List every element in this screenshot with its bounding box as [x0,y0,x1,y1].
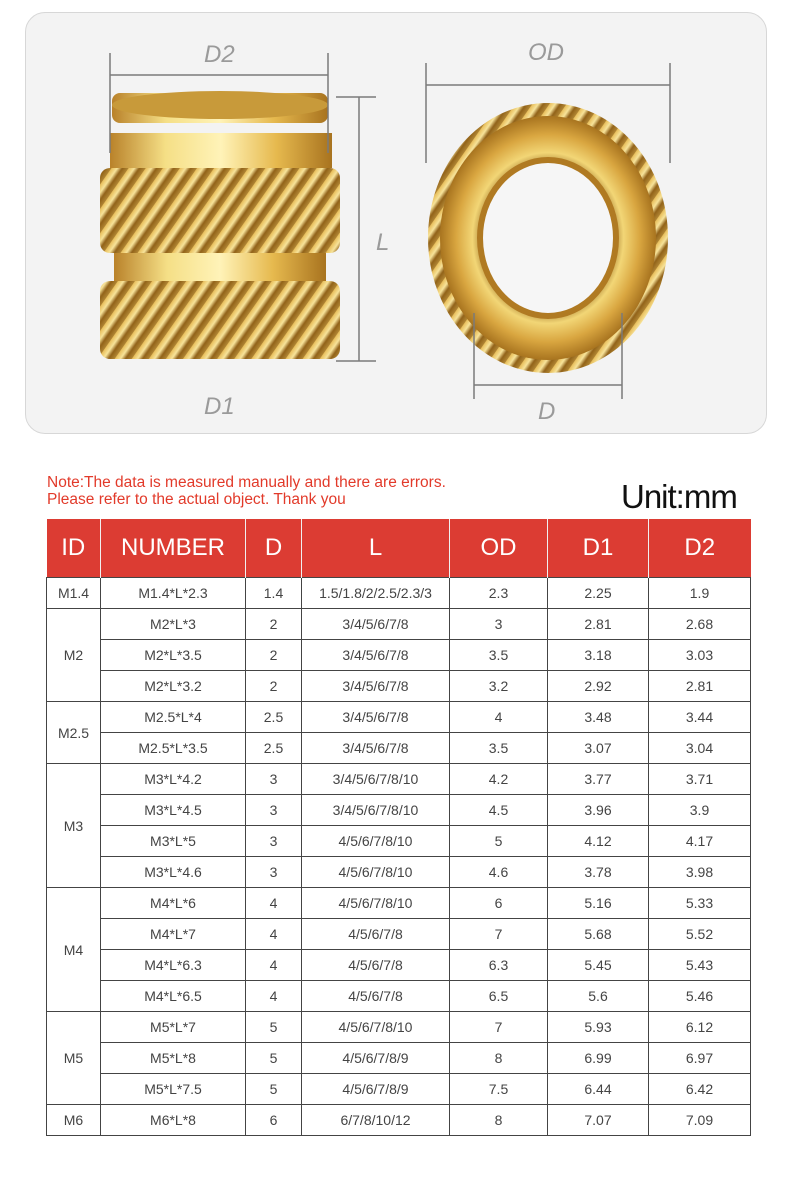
table-cell: 3/4/5/6/7/8 [302,609,450,640]
table-cell: M6*L*8 [101,1105,246,1136]
table-cell: 3.5 [450,640,548,671]
table-cell: 6.3 [450,950,548,981]
table-cell: 3.44 [649,702,751,733]
dimension-label-d1: D1 [204,393,235,420]
table-cell: 3.03 [649,640,751,671]
dimension-label-od: OD [528,39,564,66]
table-cell: 3.96 [548,795,649,826]
table-cell: 4/5/6/7/8 [302,981,450,1012]
table-cell: 3.78 [548,857,649,888]
table-cell: 8 [450,1105,548,1136]
unit-label: Unit:mm [621,478,737,515]
table-cell: 5.6 [548,981,649,1012]
table-cell: 2.92 [548,671,649,702]
table-row [47,888,751,919]
table-cell: 3.71 [649,764,751,795]
id-cell: M6 [47,1105,101,1136]
table-cell: 6.12 [649,1012,751,1043]
column-header: D1 [548,519,649,578]
table-cell: 3 [246,826,302,857]
table-cell: 2.68 [649,609,751,640]
table-row [47,733,751,764]
table-cell: 3/4/5/6/7/8/10 [302,764,450,795]
spec-table [46,519,751,1136]
dimension-label-d: D [538,398,556,425]
table-cell: 1.9 [649,578,751,609]
table-cell: M5*L*7 [101,1012,246,1043]
table-cell: 4/5/6/7/8/10 [302,888,450,919]
table-cell: 7.5 [450,1074,548,1105]
table-cell: 3.2 [450,671,548,702]
table-cell: 4 [246,981,302,1012]
column-header: L [302,519,450,578]
table-cell: M4*L*6.5 [101,981,246,1012]
table-cell: 1.4 [246,578,302,609]
note-line-1: Note:The data is measured manually and there are errors. [47,474,446,491]
table-cell: 6 [246,1105,302,1136]
table-cell: 4/5/6/7/8/10 [302,857,450,888]
table-cell: 3.04 [649,733,751,764]
table-cell: M5*L*7.5 [101,1074,246,1105]
measurement-note [47,474,446,508]
table-cell: 4/5/6/7/8/9 [302,1043,450,1074]
table-cell: 3.5 [450,733,548,764]
table-cell: 5.45 [548,950,649,981]
table-row [47,950,751,981]
table-row [47,1105,751,1136]
table-cell: 5.46 [649,981,751,1012]
id-cell: M3 [47,764,101,888]
table-cell: 2 [246,671,302,702]
table-cell: 3.18 [548,640,649,671]
table-cell: M2*L*3 [101,609,246,640]
table-cell: 2.81 [649,671,751,702]
table-cell: 3 [450,609,548,640]
table-cell: 3 [246,795,302,826]
table-row [47,1012,751,1043]
table-cell: M2.5*L*3.5 [101,733,246,764]
table-row [47,981,751,1012]
dimension-label-d2: D2 [204,41,235,68]
table-cell: 5 [450,826,548,857]
table-row [47,578,751,609]
table-cell: M3*L*4.6 [101,857,246,888]
table-cell: 2.25 [548,578,649,609]
table-cell: 3/4/5/6/7/8 [302,640,450,671]
table-cell: 4.2 [450,764,548,795]
table-cell: 2 [246,640,302,671]
side-view-insert [100,91,340,359]
id-cell: M4 [47,888,101,1012]
table-cell: 3.98 [649,857,751,888]
table-cell: 4.12 [548,826,649,857]
table-cell: 5.68 [548,919,649,950]
table-cell: 5.52 [649,919,751,950]
table-cell: 3.77 [548,764,649,795]
column-header: ID [47,519,101,578]
table-cell: 4/5/6/7/8 [302,919,450,950]
table-row [47,1074,751,1105]
table-cell: 3/4/5/6/7/8 [302,702,450,733]
table-cell: 4/5/6/7/8/10 [302,826,450,857]
table-cell: 7.07 [548,1105,649,1136]
table-cell: M3*L*4.5 [101,795,246,826]
table-cell: 6/7/8/10/12 [302,1105,450,1136]
table-cell: 5.33 [649,888,751,919]
id-cell: M2 [47,609,101,702]
table-cell: 4 [246,919,302,950]
table-cell: 6.97 [649,1043,751,1074]
table-row [47,1043,751,1074]
table-cell: M4*L*7 [101,919,246,950]
table-cell: 4.6 [450,857,548,888]
table-cell: 5.16 [548,888,649,919]
table-cell: 6.42 [649,1074,751,1105]
table-cell: 3 [246,857,302,888]
table-cell: 3/4/5/6/7/8 [302,671,450,702]
table-cell: 7.09 [649,1105,751,1136]
table-cell: 4/5/6/7/8/10 [302,1012,450,1043]
table-cell: 3/4/5/6/7/8/10 [302,795,450,826]
table-cell: 5 [246,1043,302,1074]
table-cell: M1.4*L*2.3 [101,578,246,609]
table-cell: 3.07 [548,733,649,764]
table-row [47,764,751,795]
table-cell: 4 [246,888,302,919]
dimension-label-l: L [376,229,390,256]
table-cell: 6.44 [548,1074,649,1105]
table-cell: 5.43 [649,950,751,981]
table-cell: 3.48 [548,702,649,733]
id-cell: M1.4 [47,578,101,609]
brass-insert-diagram [26,13,766,433]
table-cell: M2*L*3.5 [101,640,246,671]
table-cell: 5.93 [548,1012,649,1043]
table-cell: 2 [246,609,302,640]
table-cell: 3.9 [649,795,751,826]
table-row [47,702,751,733]
table-cell: M5*L*8 [101,1043,246,1074]
column-header: D2 [649,519,751,578]
id-cell: M2.5 [47,702,101,764]
table-row [47,826,751,857]
table-cell: 6.5 [450,981,548,1012]
table-cell: 7 [450,919,548,950]
spec-table-body [47,578,751,1136]
table-cell: M2*L*3.2 [101,671,246,702]
table-cell: M4*L*6 [101,888,246,919]
product-image-card [25,12,767,434]
table-cell: 3/4/5/6/7/8 [302,733,450,764]
table-cell: 4 [450,702,548,733]
table-row [47,857,751,888]
table-cell: M3*L*4.2 [101,764,246,795]
table-cell: 2.81 [548,609,649,640]
column-header: NUMBER [101,519,246,578]
column-header: D [246,519,302,578]
note-line-2: Please refer to the actual object. Thank you [47,491,346,508]
table-cell: 6 [450,888,548,919]
table-cell: 2.5 [246,702,302,733]
table-cell: 2.3 [450,578,548,609]
table-cell: 2.5 [246,733,302,764]
table-cell: 4/5/6/7/8/9 [302,1074,450,1105]
spec-table-header [47,519,751,578]
table-cell: 4.5 [450,795,548,826]
table-cell: 4 [246,950,302,981]
table-row [47,919,751,950]
column-header: OD [450,519,548,578]
table-cell: M4*L*6.3 [101,950,246,981]
table-cell: 6.99 [548,1043,649,1074]
table-cell: 5 [246,1012,302,1043]
table-cell: 7 [450,1012,548,1043]
id-cell: M5 [47,1012,101,1105]
table-row [47,795,751,826]
table-cell: 4.17 [649,826,751,857]
table-row [47,640,751,671]
top-view-insert [428,103,668,373]
table-cell: M3*L*5 [101,826,246,857]
table-cell: 8 [450,1043,548,1074]
table-cell: 1.5/1.8/2/2.5/2.3/3 [302,578,450,609]
table-row [47,609,751,640]
table-row [47,671,751,702]
table-cell: 4/5/6/7/8 [302,950,450,981]
table-cell: 3 [246,764,302,795]
table-cell: 5 [246,1074,302,1105]
table-cell: M2.5*L*4 [101,702,246,733]
